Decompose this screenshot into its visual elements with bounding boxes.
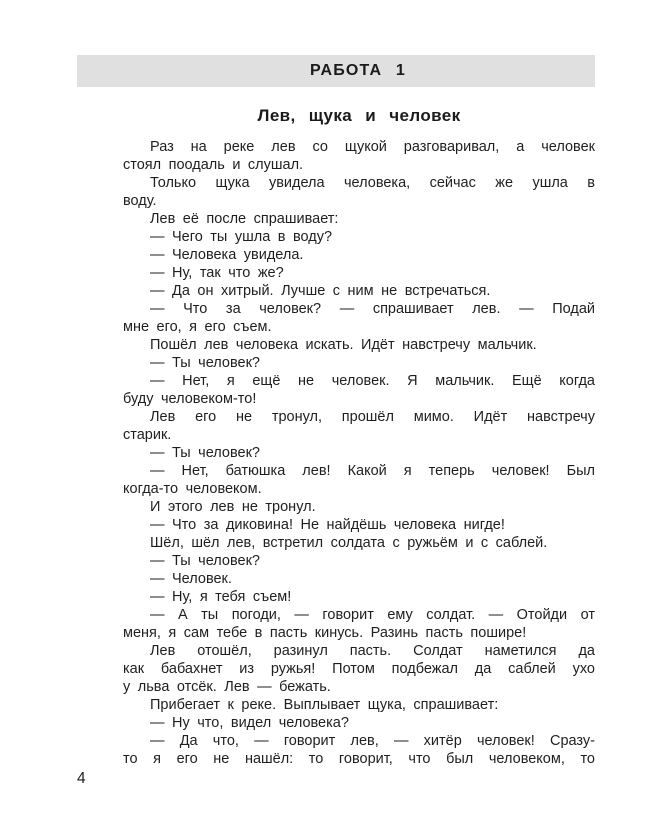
story-line: как бабахнет из ружья! Потом подбежал да саблей ухо: [123, 661, 595, 677]
story-line: Прибегает к реке. Выплывает щука, спрашивает:: [150, 697, 499, 713]
story-line: когда-то человеком.: [123, 481, 262, 497]
story-line: стоял поодаль и слушал.: [123, 157, 304, 173]
story-line: Пошёл лев человека искать. Идёт навстречу мальчик.: [150, 337, 537, 353]
story-line: — Ты человек?: [150, 355, 260, 371]
story-line: буду человеком-то!: [123, 391, 257, 407]
story-line: — Ты человек?: [150, 445, 260, 461]
story-line: Лев его не тронул, прошёл мимо. Идёт навстречу: [150, 409, 595, 425]
story-line: — Что за человек? — спрашивает лев. — Подай: [150, 301, 595, 317]
story-line: воду.: [123, 193, 157, 209]
story-line: Шёл, шёл лев, встретил солдата с ружьём и с саблей.: [150, 535, 548, 551]
story-line: — Человека увидела.: [150, 247, 304, 263]
story-line: — Ну что, видел человека?: [150, 715, 349, 731]
story-line: И этого лев не тронул.: [150, 499, 316, 515]
page-number: 4: [77, 770, 86, 787]
story-line: — А ты погоди, — говорит ему солдат. — Отойди от: [150, 607, 595, 623]
story-line: мне его, я его съем.: [123, 319, 272, 335]
story-line: — Чего ты ушла в воду?: [150, 229, 333, 245]
work-header-bar: [77, 55, 595, 87]
story-line: — Да он хитрый. Лучше с ним не встречаться.: [150, 283, 491, 299]
story-title: Лев, щука и человек: [257, 106, 461, 125]
story-line: у льва отсёк. Лев — бежать.: [123, 679, 331, 695]
story-line: старик.: [123, 427, 172, 443]
story-line: — Ну, так что же?: [150, 265, 284, 281]
story-line: — Ты человек?: [150, 553, 260, 569]
story-line: Лев отошёл, разинул пасть. Солдат наметился да: [150, 643, 595, 659]
story-line: Только щука увидела человека, сейчас же ушла в: [150, 175, 595, 191]
story-line: Раз на реке лев со щукой разговаривал, а человек: [150, 139, 595, 155]
story-line: — Нет, я ещё не человек. Я мальчик. Ещё когда: [150, 373, 595, 389]
story-line: — Что за диковина! Не найдёшь человека нигде!: [150, 517, 505, 533]
work-header-label: РАБОТА 1: [309, 62, 407, 79]
story-text: [123, 138, 595, 768]
story-line: — Ну, я тебя съем!: [150, 589, 292, 605]
story-line: — Да что, — говорит лев, — хитёр человек! Сразу-: [150, 733, 595, 749]
story-line: — Нет, батюшка лев! Какой я теперь человек! Был: [150, 463, 595, 479]
story-line: меня, я сам тебе в пасть кинусь. Разинь пасть пошире!: [123, 625, 527, 641]
story-line: Лев её после спрашивает:: [150, 211, 339, 227]
story-line: то я его не нашёл: то говорит, что был человеком, то: [123, 751, 595, 767]
story-line: — Человек.: [150, 571, 232, 587]
